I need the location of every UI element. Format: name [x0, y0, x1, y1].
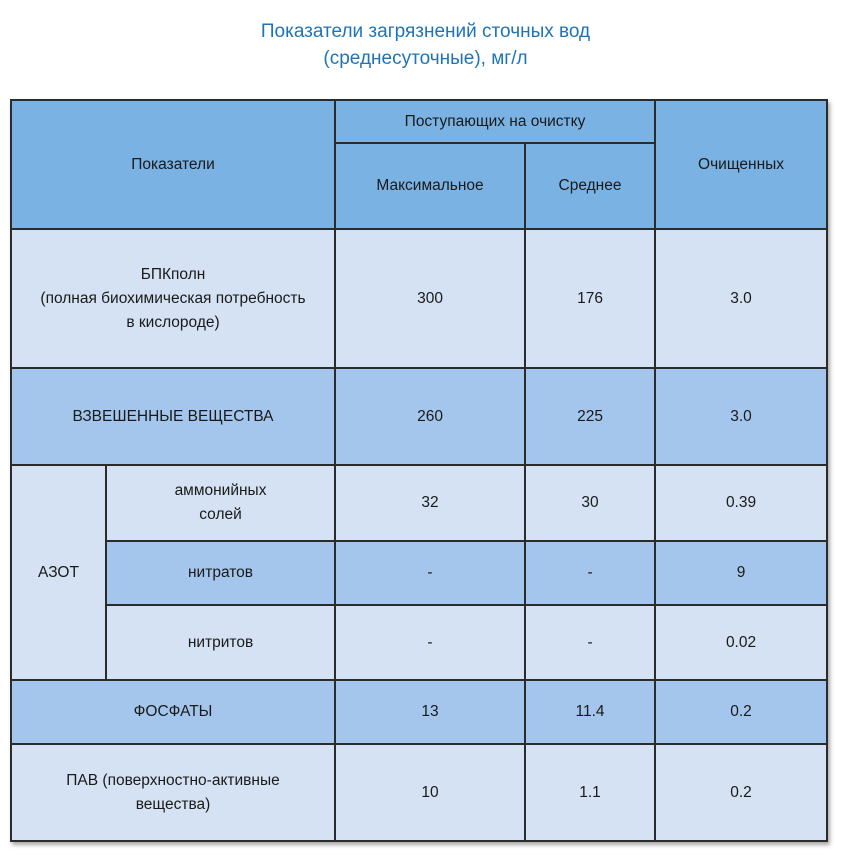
pollution-table: [10, 99, 828, 842]
ammonium-label-line-1: аммонийных: [174, 482, 267, 499]
phosphates-max: 13: [335, 680, 525, 744]
nitrates-cleaned: 9: [655, 541, 827, 605]
phosphates-label: ФОСФАТЫ: [11, 680, 335, 744]
suspended-avg: 225: [525, 368, 655, 465]
nitrites-max: -: [335, 605, 525, 680]
surfactants-label: [11, 744, 335, 841]
bpk-label-line-1: БПКполн: [140, 265, 206, 283]
nitrites-avg: -: [525, 605, 655, 680]
nitrogen-label: АЗОТ: [11, 465, 106, 680]
header-indicators: Показатели: [11, 100, 335, 229]
nitrates-max: -: [335, 541, 525, 605]
table-row-nitrites: [11, 605, 827, 680]
table-row-suspended: [11, 368, 827, 465]
ammonium-label: [106, 465, 335, 541]
header-max: Максимальное: [335, 143, 525, 229]
bpk-max: 300: [335, 229, 525, 368]
surfactants-cleaned: 0.2: [655, 744, 827, 841]
bpk-label-line-3: в кислороде): [126, 313, 220, 331]
nitrates-label: нитратов: [106, 541, 335, 605]
bpk-label: [11, 229, 335, 368]
bpk-label-line-2: (полная биохимическая потребность: [40, 289, 306, 307]
bpk-cleaned: 3.0: [655, 229, 827, 368]
ammonium-label-line-2: солей: [199, 506, 242, 523]
table-row-nitrates: [11, 541, 827, 605]
phosphates-avg: 11.4: [525, 680, 655, 744]
ammonium-cleaned: 0.39: [655, 465, 827, 541]
nitrites-label: нитритов: [106, 605, 335, 680]
suspended-max: 260: [335, 368, 525, 465]
surfactants-avg: 1.1: [525, 744, 655, 841]
bpk-avg: 176: [525, 229, 655, 368]
surfactants-max: 10: [335, 744, 525, 841]
header-avg: Среднее: [525, 143, 655, 229]
ammonium-max: 32: [335, 465, 525, 541]
phosphates-cleaned: 0.2: [655, 680, 827, 744]
nitrites-cleaned: 0.02: [655, 605, 827, 680]
ammonium-avg: 30: [525, 465, 655, 541]
surfactants-label-line-2: вещества): [135, 795, 211, 813]
table-row-bpk: [11, 229, 827, 368]
suspended-cleaned: 3.0: [655, 368, 827, 465]
page-title: [0, 18, 851, 72]
suspended-label: ВЗВЕШЕННЫЕ ВЕЩЕСТВА: [11, 368, 335, 465]
header-row-1: [11, 100, 827, 143]
header-incoming: Поступающих на очистку: [335, 100, 655, 143]
header-cleaned: Очищенных: [655, 100, 827, 229]
surfactants-label-line-1: ПАВ (поверхностно-активные: [66, 771, 280, 789]
table-row-phosphates: [11, 680, 827, 744]
nitrates-avg: -: [525, 541, 655, 605]
table-row-surfactants: [11, 744, 827, 841]
table-row-ammonium: [11, 465, 827, 541]
title-line-2: (среднесуточные), мг/л: [323, 48, 528, 69]
title-line-1: Показатели загрязнений сточных вод: [260, 21, 591, 42]
